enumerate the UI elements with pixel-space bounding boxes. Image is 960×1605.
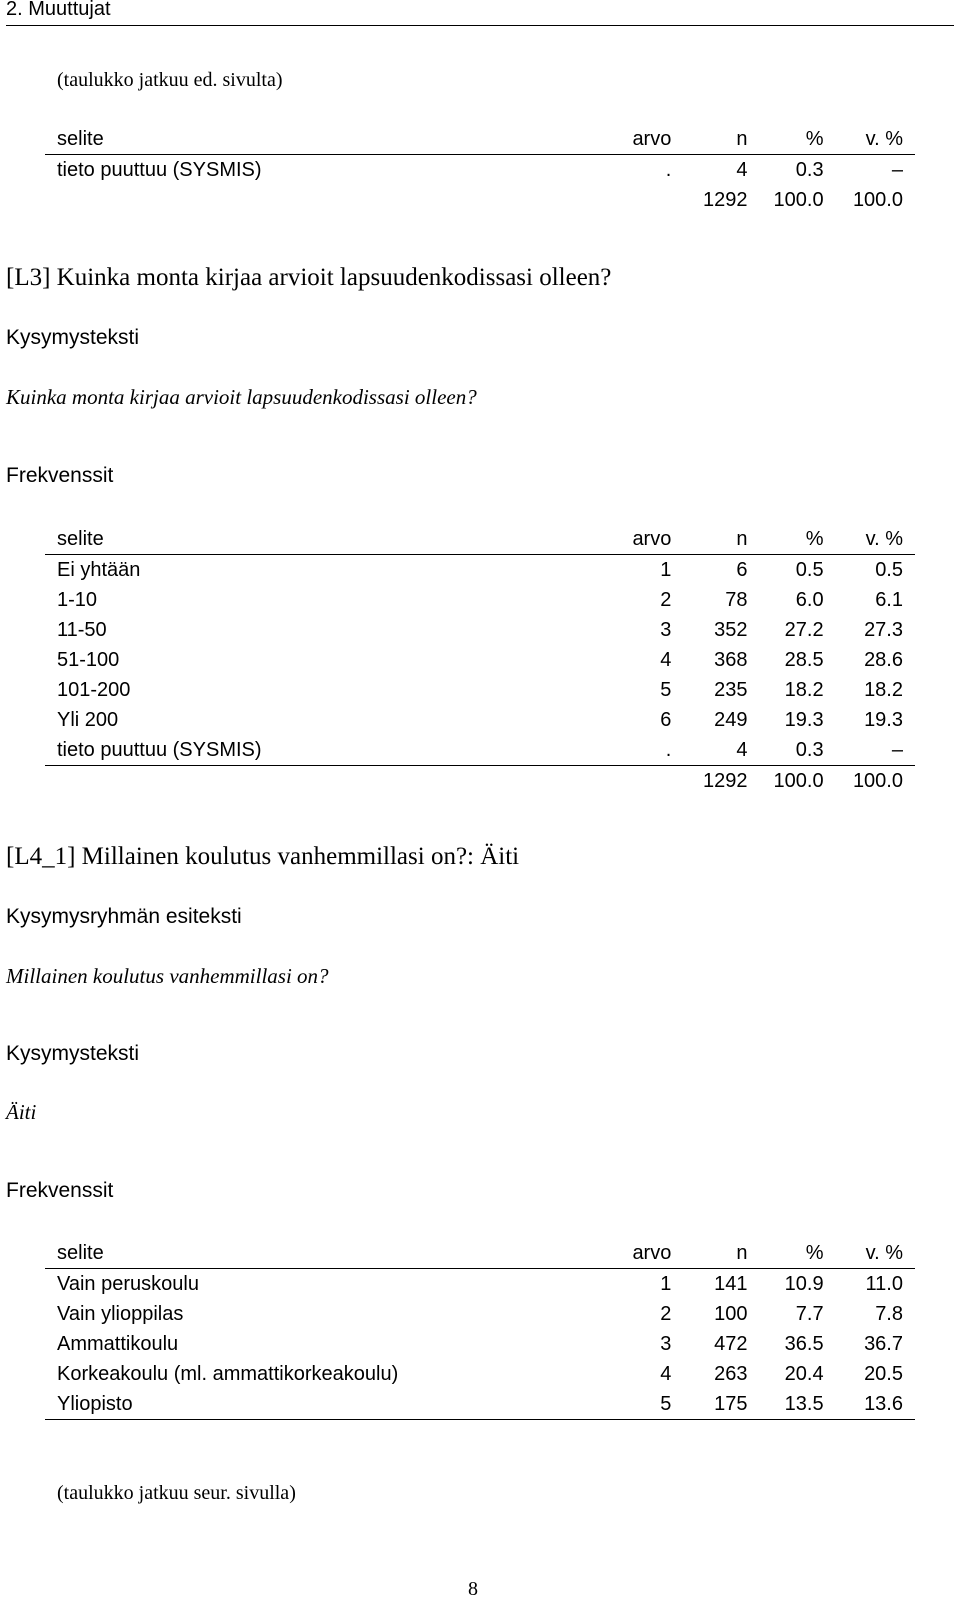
- col-header-pct: %: [747, 524, 823, 555]
- table-row: Korkeakoulu (ml. ammattikorkeakoulu) 4 263 20.4 20.5: [57, 1363, 903, 1385]
- total-vpct: 100.0: [852, 770, 903, 792]
- total-n: 1292: [702, 770, 748, 792]
- total-pct: 100.0: [773, 770, 824, 792]
- running-header-title: 2. Muuttujat: [6, 0, 111, 20]
- col-header-arvo: arvo: [605, 524, 671, 555]
- table-header-row: [45, 1238, 915, 1269]
- total-pct: 100.0: [773, 189, 824, 211]
- question-label: Kysymysteksti: [6, 1042, 140, 1065]
- col-header-n: n: [671, 1238, 747, 1269]
- col-header-vpct: v. %: [824, 1238, 915, 1269]
- continued-from-note: (taulukko jatkuu ed. sivulta): [57, 69, 283, 91]
- table-row: Vain peruskoulu 1 141 10.9 11.0: [57, 1273, 903, 1295]
- col-header-label: selite: [45, 524, 605, 555]
- row-vpct: –: [891, 159, 903, 181]
- col-header-pct: %: [747, 124, 823, 155]
- continued-to-note: (taulukko jatkuu seur. sivulla): [57, 1482, 296, 1504]
- col-header-arvo: arvo: [605, 124, 671, 155]
- table-header-row: [45, 124, 915, 155]
- table-row: 51-100 4 368 28.5 28.6: [57, 649, 903, 671]
- frequency-label: Frekvenssit: [6, 1179, 114, 1202]
- row-label: tieto puuttuu (SYSMIS): [57, 159, 262, 181]
- col-header-n: n: [671, 124, 747, 155]
- frequency-label: Frekvenssit: [6, 464, 114, 487]
- row-pct: 0.3: [795, 159, 824, 181]
- table-total-row: [45, 185, 915, 215]
- table-row: Ammattikoulu 3 472 36.5 36.7: [57, 1333, 903, 1355]
- table-row: Ei yhtään 1 6 0.5 0.5: [57, 559, 903, 581]
- table-row: [45, 155, 915, 186]
- table-row: Vain ylioppilas 2 100 7.7 7.8: [57, 1303, 903, 1325]
- total-vpct: 100.0: [852, 189, 903, 211]
- question-text: Kuinka monta kirjaa arvioit lapsuudenkodissasi olleen?: [6, 385, 477, 409]
- col-header-n: n: [671, 524, 747, 555]
- freq-table-L3: [45, 524, 915, 796]
- header-rule: [6, 25, 954, 26]
- section-heading-L4-1: [L4_1] Millainen koulutus vanhemmillasi on?: Äiti: [6, 843, 520, 870]
- table-total-row: [45, 766, 915, 797]
- col-header-pct: %: [747, 1238, 823, 1269]
- col-header-arvo: arvo: [605, 1238, 671, 1269]
- row-arvo: .: [665, 159, 672, 181]
- col-header-label: selite: [45, 124, 605, 155]
- table-row: 11-50 3 352 27.2 27.3: [57, 619, 903, 641]
- section-heading-L3: [L3] Kuinka monta kirjaa arvioit lapsuudenkodissasi olleen?: [6, 264, 612, 291]
- question-text: Äiti: [6, 1100, 37, 1124]
- col-header-label: selite: [45, 1238, 605, 1269]
- col-header-vpct: v. %: [824, 524, 915, 555]
- table-row: 1-10 2 78 6.0 6.1: [57, 589, 903, 611]
- freq-table-continued: [45, 124, 915, 215]
- col-header-vpct: v. %: [824, 124, 915, 155]
- group-text: Millainen koulutus vanhemmillasi on?: [6, 964, 329, 988]
- table-row: 101-200 5 235 18.2 18.2: [57, 679, 903, 701]
- table-row: tieto puuttuu (SYSMIS) . 4 0.3 –: [45, 735, 915, 766]
- table-row: Yliopisto 5 175 13.5 13.6: [45, 1389, 915, 1420]
- freq-table-L4-1: [45, 1238, 915, 1420]
- total-n: 1292: [702, 189, 748, 211]
- page-number: 8: [468, 1578, 478, 1600]
- table-header-row: [45, 524, 915, 555]
- group-label: Kysymysryhmän esiteksti: [6, 905, 242, 928]
- table-row: Yli 200 6 249 19.3 19.3: [57, 709, 903, 731]
- question-label: Kysymysteksti: [6, 326, 140, 349]
- row-n: 4: [736, 159, 748, 181]
